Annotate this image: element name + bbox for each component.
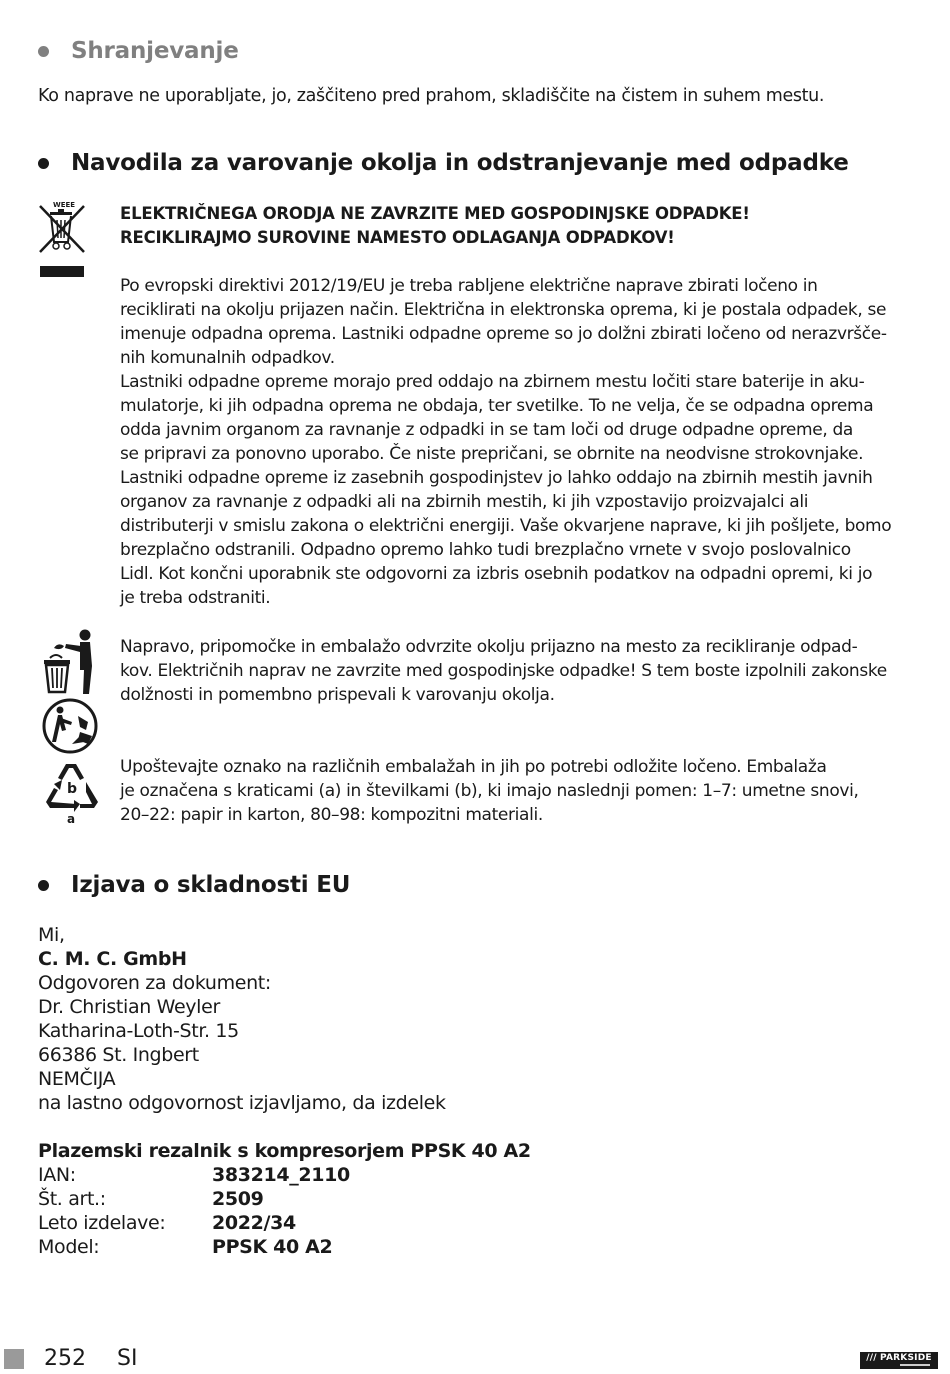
declaration-line: Katharina-Loth-Str. 15 <box>38 1020 239 1042</box>
footer-marker <box>4 1349 24 1369</box>
spec-label: Št. art.: <box>38 1188 106 1210</box>
recycling-triangle-icon <box>40 758 104 826</box>
paragraph-line: dolžnosti in pomembno prispevali k varovanju okolja. <box>120 685 555 705</box>
language-code: SI <box>117 1346 138 1371</box>
brand-underline <box>900 1364 930 1366</box>
brand-name: /// PARKSIDE <box>866 1353 932 1363</box>
section-title-environment <box>38 149 849 177</box>
paragraph-line: Napravo, pripomočke in embalažo odvrzite okolju prijazno na mesto za recikliranje odpad- <box>120 637 858 657</box>
recycle-letter-a: a <box>67 812 76 826</box>
declaration-line: Dr. Christian Weyler <box>38 996 220 1018</box>
paragraph-line: kov. Električnih naprav ne zavrzite med gospodinjske odpadke! S tem boste izpolnili zakonske <box>120 661 887 681</box>
bullet-icon <box>38 880 49 891</box>
declaration-address <box>38 923 446 1115</box>
brand-logo <box>860 1352 938 1369</box>
declaration-line: Mi, <box>38 924 65 946</box>
paragraph-line: se pripravi za ponovno uporabo. Če niste prepričani, se obrnite na neodvisne strokovnjake. <box>120 444 864 464</box>
product-name: Plazemski rezalnik s kompresorjem PPSK 40 A2 <box>38 1140 531 1162</box>
spec-value: 2509 <box>212 1188 264 1210</box>
spec-row-year <box>38 1211 296 1235</box>
bullet-icon <box>38 46 49 57</box>
declaration-title: Izjava o skladnosti EU <box>71 872 351 898</box>
storage-title: Shranjevanje <box>71 38 239 64</box>
spec-label: IAN: <box>38 1164 76 1186</box>
storage-text: Ko naprave ne uporabljate, jo, zaščiteno pred prahom, skladiščite na čistem in suhem mestu. <box>38 86 825 106</box>
paragraph-line: nih komunalnih odpadkov. <box>120 348 335 368</box>
spec-value: PPSK 40 A2 <box>212 1236 333 1258</box>
paragraph-line: 20–22: papir in karton, 80–98: kompozitni materiali. <box>120 805 543 825</box>
declaration-line: NEMČIJA <box>38 1068 116 1090</box>
paragraph-line: Upoštevajte oznako na različnih embalažah in jih po potrebi odložite ločeno. Embalaža <box>120 757 827 777</box>
spec-row-model <box>38 1235 332 1259</box>
paragraph-line: Po evropski direktivi 2012/19/EU je treba rabljene električne naprave zbirati ločeno in <box>120 276 818 296</box>
paragraph-line: organov za ravnanje z odpadki ali na zbirnih mestih, ki jih vzpostavijo proizvajalci ali <box>120 492 809 512</box>
warning-line: ELEKTRIČNEGA ORODJA NE ZAVRZITE MED GOSPODINJSKE ODPADKE! <box>120 204 750 223</box>
paragraph-line: Lastniki odpadne opreme morajo pred oddajo na zbirnem mestu ločiti stare baterije in aku- <box>120 372 865 392</box>
environment-paragraph-3 <box>120 755 859 827</box>
section-title-declaration <box>38 871 350 899</box>
warning-line: RECIKLIRAJMO SUROVINE NAMESTO ODLAGANJA ODPADKOV! <box>120 228 675 247</box>
paragraph-line: je treba odstraniti. <box>120 588 271 608</box>
spec-label: Model: <box>38 1236 100 1258</box>
environment-title: Navodila za varovanje okolja in odstranjevanje med odpadke <box>71 150 849 176</box>
environment-warning <box>120 202 750 250</box>
declaration-line: na lastno odgovornost izjavljamo, da izdelek <box>38 1092 446 1114</box>
section-title-storage <box>38 37 239 65</box>
paragraph-line: distributerji v smislu zakona o električni energiji. Vaše okvarjene naprave, ki jih pošljete, bomo <box>120 516 892 536</box>
paragraph-line: imenuje odpadna oprema. Lastniki odpadne opreme so jo dolžni zbirati ločeno od nerazvršče- <box>120 324 887 344</box>
spec-row-article <box>38 1187 263 1211</box>
spec-label: Leto izdelave: <box>38 1212 166 1234</box>
weee-label: WEEE <box>53 201 76 209</box>
paragraph-line: odda javnim organom za ravnanje z odpadki in se tam loči od druge odpadne opreme, da <box>120 420 853 440</box>
declaration-company: C. M. C. GmbH <box>38 948 187 970</box>
page-number: 252 <box>44 1346 86 1371</box>
paragraph-line: Lidl. Kot končni uporabnik ste odgovorni za izbris osebnih podatkov na odpadni opremi, ki jo <box>120 564 873 584</box>
bullet-icon <box>38 158 49 169</box>
declaration-line: Odgovoren za dokument: <box>38 972 271 994</box>
recycle-letter-b: b <box>67 781 78 797</box>
environment-paragraph-1 <box>120 274 891 610</box>
paragraph-line: je označena s kraticami (a) in številkami (b), ki imajo naslednji pomen: 1–7: umetne snovi, <box>120 781 859 801</box>
tidy-man-bin-icon <box>40 628 96 696</box>
paragraph-line: brezplačno odstranili. Odpadno opremo lahko tudi brezplačno vrnete v svojo poslovalnico <box>120 540 851 560</box>
paragraph-line: mulatorje, ki jih odpadna oprema ne obdaja, ter svetilke. To ne velja, če se odpadna oprema <box>120 396 874 416</box>
spec-row-ian <box>38 1163 350 1187</box>
paragraph-line: Lastniki odpadne opreme iz zasebnih gospodinjstev jo lahko oddajo na zbirnih mestih javnih <box>120 468 873 488</box>
paragraph-line: reciklirati na okolju prijazen način. Električna in elektronska oprema, ki je postala odpadek, se <box>120 300 887 320</box>
spec-value: 383214_2110 <box>212 1164 350 1186</box>
weee-crossed-bin-icon <box>36 198 88 280</box>
spec-value: 2022/34 <box>212 1212 296 1234</box>
recycling-circle-icon <box>40 698 102 754</box>
environment-paragraph-2 <box>120 635 887 707</box>
declaration-line: 66386 St. Ingbert <box>38 1044 199 1066</box>
